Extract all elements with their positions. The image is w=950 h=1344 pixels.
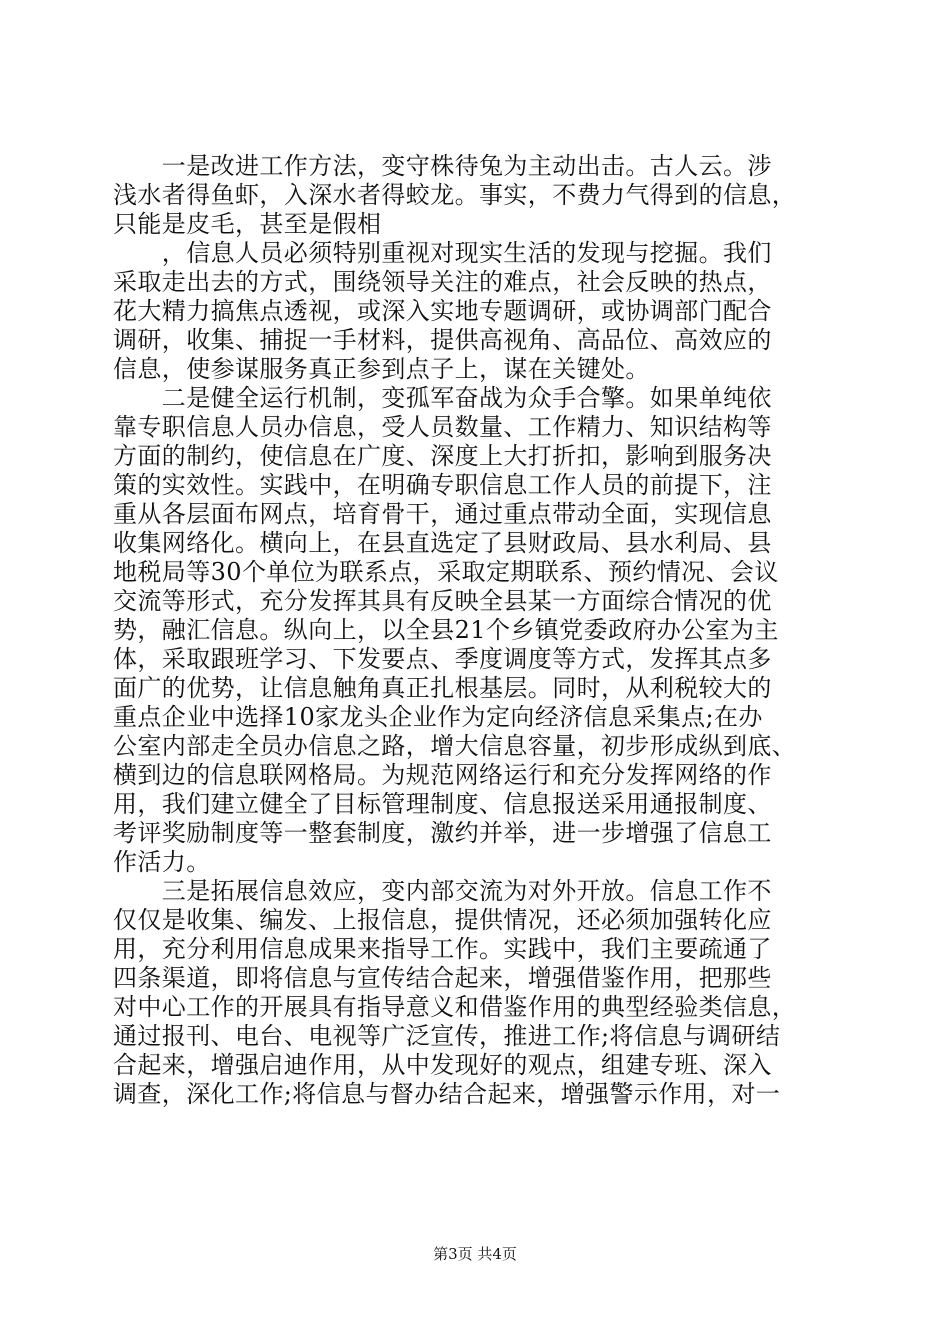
text-line: 面广的优势，让信息触角真正扎根基层。同时，从利税较大的 [113,674,772,702]
text-line: 三是拓展信息效应，变内部交流为对外开放。信息工作不 [113,877,772,905]
text-line: 合起来，增强启迪作用，从中发现好的观点，组建专班、深入 [113,1051,772,1079]
text-line: 方面的制约，使信息在广度、深度上大打折扣，影响到服务决 [113,442,772,470]
text-line: 体，采取跟班学习、下发要点、季度调度等方式，发挥其点多 [113,645,772,673]
text-line: 调研，收集、捕捉一手材料，提供高视角、高品位、高效应的 [113,326,772,354]
text-line: 对中心工作的开展具有指导意义和借鉴作用的典型经验类信息， [113,993,797,1021]
text-line: ，信息人员必须特别重视对现实生活的发现与挖掘。我们 [113,239,772,267]
text-line: 考评奖励制度等一整套制度，激约并举，进一步增强了信息工 [113,819,772,847]
text-line: 收集网络化。横向上，在县直选定了县财政局、县水利局、县 [113,529,772,557]
text-line: 交流等形式，充分发挥其具有反映全县某一方面综合情况的优 [113,587,772,615]
text-line: 调查，深化工作;将信息与督办结合起来，增强警示作用，对一 [113,1080,781,1108]
text-line: 浅水者得鱼虾，入深水者得蛟龙。事实，不费力气得到的信息， [113,181,797,209]
page-footer: 第3页 共4页 [433,1245,517,1263]
text-line: 信息，使参谋服务真正参到点子上，谋在关键处。 [113,355,650,383]
text-line: 四条渠道，即将信息与宣传结合起来，增强借鉴作用，把那些 [113,964,772,992]
text-line: 横到边的信息联网格局。为规范网络运行和充分发挥网络的作 [113,761,772,789]
text-line: 地税局等30个单位为联系点，采取定期联系、预约情况、会议 [113,558,779,586]
text-line: 一是改进工作方法，变守株待兔为主动出击。古人云。涉 [113,152,772,180]
text-line: 作活力。 [113,848,211,876]
text-line: 用，我们建立健全了目标管理制度、信息报送采用通报制度、 [113,790,772,818]
text-line: 花大精力搞焦点透视，或深入实地专题调研，或协调部门配合 [113,297,772,325]
text-line: 只能是皮毛，甚至是假相 [113,210,382,238]
text-line: 采取走出去的方式，围绕领导关注的难点，社会反映的热点， [113,268,772,296]
text-line: 用，充分利用信息成果来指导工作。实践中，我们主要疏通了 [113,935,772,963]
text-line: 策的实效性。实践中，在明确专职信息工作人员的前提下，注 [113,471,772,499]
text-line: 二是健全运行机制，变孤军奋战为众手合擎。如果单纯依 [113,384,772,412]
text-line: 公室内部走全员办信息之路，增大信息容量，初步形成纵到底、 [113,732,797,760]
text-line: 重点企业中选择10家龙头企业作为定向经济信息采集点;在办 [113,703,763,731]
text-line: 重从各层面布网点，培育骨干，通过重点带动全面，实现信息 [113,500,772,528]
body-text [113,152,843,1109]
text-line: 仅仅是收集、编发、上报信息，提供情况，还必须加强转化应 [113,906,772,934]
text-line: 靠专职信息人员办信息，受人员数量、工作精力、知识结构等 [113,413,772,441]
text-line: 通过报刊、电台、电视等广泛宣传，推进工作;将信息与调研结 [113,1022,781,1050]
text-line: 势，融汇信息。纵向上，以全县21个乡镇党委政府办公室为主 [113,616,779,644]
